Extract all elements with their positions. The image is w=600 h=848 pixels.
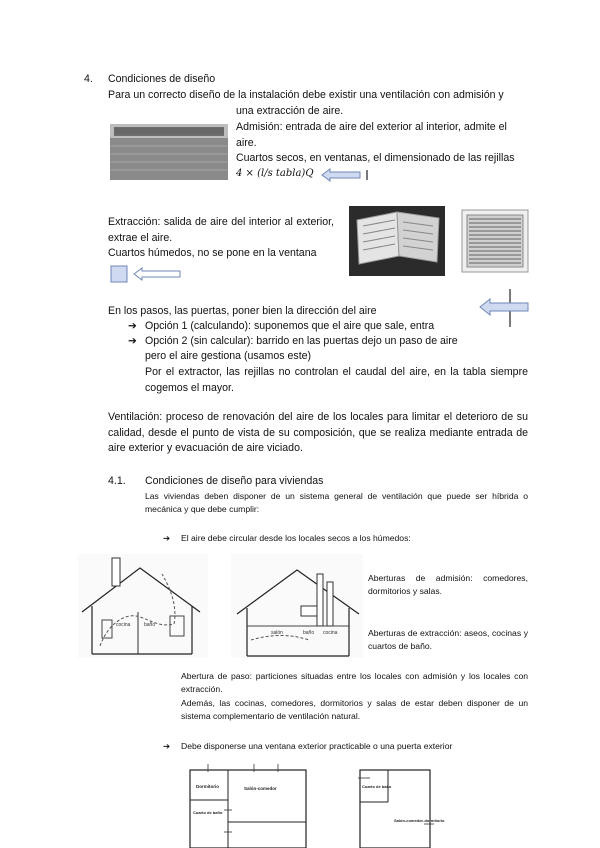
opcion2-arrow: ➔ (128, 335, 137, 347)
aberturas-admision-text: Aberturas de admisión: comedores, dormitorios y salas. (368, 573, 528, 596)
label-cocina: cocina (116, 622, 131, 628)
cuartos-humedos-text: Cuartos húmedos, no se pone en la ventana (108, 247, 317, 259)
label-salon-comedor: Salón-comedor (244, 786, 277, 791)
subsection-intro: Las viviendas deben disponer de un sistema general de ventilación que puede ser híbrida o mecánica y que debe cumplir: (145, 491, 528, 514)
label-bano: baño (144, 622, 156, 628)
arrow-left-icon (320, 167, 370, 183)
section-number: 4. (84, 73, 93, 85)
ventilacion-text: Ventilación: proceso de renovación del aire de los locales para limitar el deterioro de su calidad, desde el punto de vista de su composición, que se realiza mediante entrada de aire exterior y evacuación de aire viciado. (108, 411, 528, 454)
brick-vent-photo (110, 124, 228, 180)
house-section-diagram-left (78, 554, 208, 658)
opcion1-text: Opción 1 (calculando): suponemos que el aire que sale, entra (145, 320, 435, 332)
louver-grille-photo (462, 210, 528, 272)
label-bano-right: baño (303, 630, 315, 636)
aberturas-extraccion-text: Aberturas de extracción: aseos, cocinas y cuartos de baño. (368, 628, 528, 651)
label-cuarto-bano-2: Cuarto de baño (362, 784, 392, 789)
floor-plan-right (358, 764, 445, 848)
door-arrow-icon (478, 288, 532, 328)
label-salon: salón (271, 630, 283, 636)
opcion2-text-line2: pero el aire gestiona (usamos este) (145, 350, 312, 362)
bullet2-arrow: ➔ (163, 741, 171, 751)
section-title: Condiciones de diseño (108, 73, 216, 85)
bullet1-text: El aire debe circular desde los locales secos a los húmedos: (181, 533, 411, 543)
extraccion-text: Extracción: salida de aire del interior al exterior, extrae el aire. (108, 216, 334, 244)
label-dormitorio: Dormitorio (196, 784, 219, 789)
label-cuarto-bano: Cuarto de baño (193, 810, 223, 815)
pasos-text: En los pasos, las puertas, poner bien la dirección del aire (108, 305, 377, 317)
formula: 4 × (l/s tabla)Q (236, 168, 314, 179)
abertura-paso-text: Abertura de paso: particiones situadas entre los locales con admisión y los locales con extracción. (181, 671, 528, 694)
bullet1-arrow: ➔ (163, 533, 171, 543)
box-arrow-icon (110, 264, 182, 284)
intro-line-1: Para un correcto diseño de la instalación debe existir una ventilación con admisión y (108, 89, 504, 101)
intro-line-2: una extracción de aire. (236, 105, 344, 117)
opcion2-text-line1: Opción 2 (sin calcular): barrido en las puertas dejo un paso de aire (145, 335, 458, 347)
grilles-photo (349, 206, 445, 276)
extractor-text: Por el extractor, las rejillas no controlan el caudal del aire, en la tabla siempre cogemos el mayor. (145, 366, 528, 394)
subsection-number: 4.1. (108, 475, 126, 487)
admision-text: Admisión: entrada de aire del exterior al interior, admite el aire. (236, 121, 507, 149)
floor-plan-left (188, 764, 308, 848)
house-section-diagram-right (231, 554, 363, 658)
ademas-text: Además, las cocinas, comedores, dormitorios y salas de estar deben disponer de un sistema complementario de ventilación natural. (181, 698, 528, 721)
label-cocina-right: cocina (323, 630, 338, 636)
bullet2-text: Debe disponerse una ventana exterior practicable o una puerta exterior (181, 741, 453, 751)
opcion1-arrow: ➔ (128, 320, 137, 332)
cuartos-secos-text: Cuartos secos, en ventanas, el dimensionado de las rejillas (236, 152, 515, 164)
subsection-title: Condiciones de diseño para viviendas (145, 475, 324, 487)
label-salon-comedor-dorm: Salón-comedor-dormitorio (394, 818, 445, 823)
